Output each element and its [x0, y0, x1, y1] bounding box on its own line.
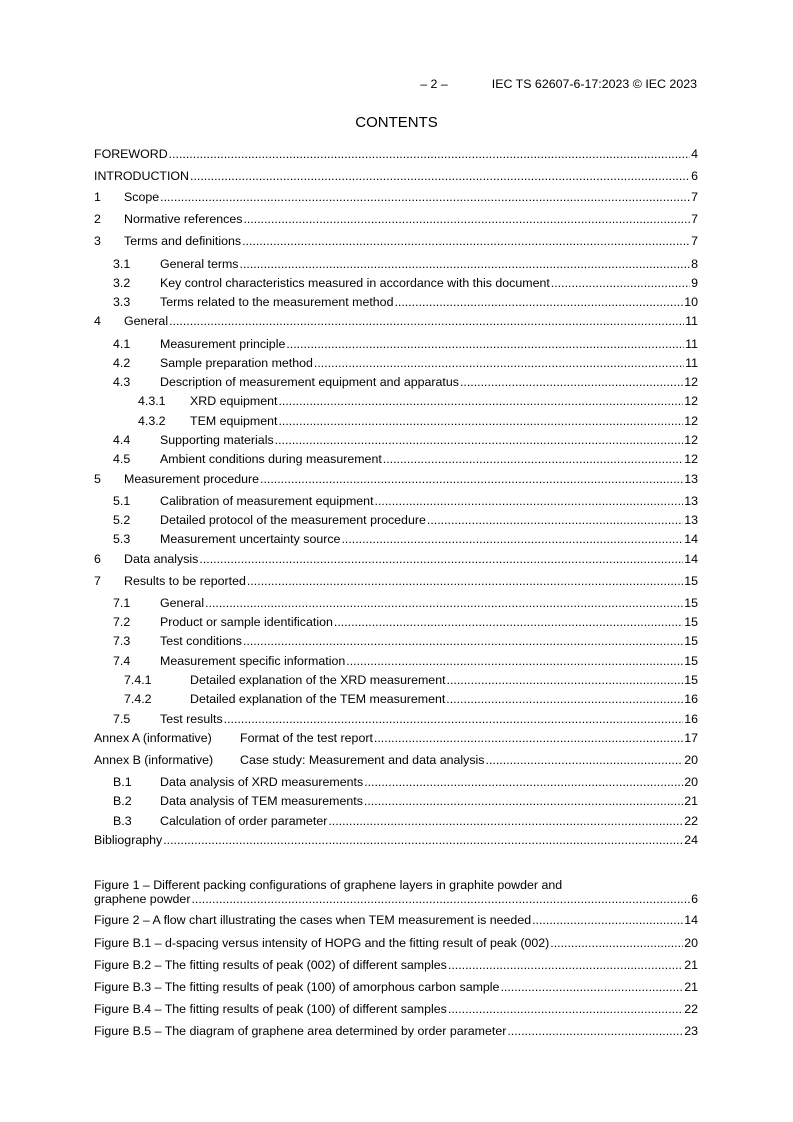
dot-leader — [448, 1001, 683, 1017]
toc-entry-5-3[interactable] — [94, 531, 698, 547]
entry-page-number: 20 — [684, 775, 698, 789]
toc-entry-5[interactable] — [94, 471, 698, 487]
figure-entry-b4[interactable] — [94, 1001, 698, 1017]
entry-page-number: 22 — [684, 1002, 698, 1016]
entry-page-number: 6 — [691, 169, 698, 183]
entry-title: Product or sample identification — [160, 615, 333, 629]
figure-entry-2[interactable] — [94, 912, 698, 928]
figure-entry-1-line2 — [94, 891, 698, 907]
dot-leader — [278, 393, 683, 409]
entry-title: Results to be reported — [124, 574, 246, 588]
entry-number: Annex A (informative) — [94, 731, 212, 745]
toc-entry-4-1[interactable] — [94, 336, 698, 352]
entry-page-number: 21 — [684, 794, 698, 808]
entry-title: General — [160, 596, 205, 610]
document-id: IEC TS 62607-6-17:2023 © IEC 2023 — [491, 77, 697, 91]
entry-title: Measurement procedure — [124, 472, 259, 486]
entry-page-number: 20 — [684, 936, 698, 950]
entry-number: 5.1 — [113, 494, 131, 508]
entry-title: Case study: Measurement and data analysis — [240, 753, 485, 767]
entry-title: Bibliography — [94, 833, 163, 847]
entry-page-number: 7 — [691, 234, 698, 248]
toc-entry-6[interactable] — [94, 551, 698, 567]
dot-leader — [341, 531, 683, 547]
toc-entry-b-1[interactable] — [94, 774, 698, 790]
entry-number: 4.1 — [113, 337, 131, 351]
toc-entry-b-3[interactable] — [94, 813, 698, 829]
dot-leader — [314, 355, 684, 371]
entry-number: Annex B (informative) — [94, 753, 214, 767]
entry-number: 2 — [94, 212, 101, 226]
entry-title: Normative references — [124, 212, 243, 226]
entry-title: Measurement specific information — [160, 654, 346, 668]
entry-number: 4.5 — [113, 452, 131, 466]
toc-entry-3[interactable] — [94, 233, 698, 249]
dot-leader — [507, 1023, 683, 1039]
dot-leader — [243, 211, 690, 227]
entry-page-number: 7 — [691, 190, 698, 204]
entry-number: 7 — [94, 574, 101, 588]
dot-leader — [243, 633, 683, 649]
entry-number: 5.2 — [113, 513, 131, 527]
toc-entry-4-3-2[interactable] — [94, 413, 698, 429]
entry-page-number: 14 — [684, 913, 698, 927]
entry-page-number: 16 — [684, 712, 698, 726]
toc-entry-4-3-1[interactable] — [94, 393, 698, 409]
entry-title: Calibration of measurement equipment — [160, 494, 374, 508]
dot-leader — [447, 672, 684, 688]
entry-page-number: 16 — [684, 692, 698, 706]
entry-title: Calculation of order parameter — [160, 814, 328, 828]
entry-number: 7.4 — [113, 654, 131, 668]
entry-number: 7.5 — [113, 712, 131, 726]
dot-leader — [427, 512, 683, 528]
toc-entry-4-3[interactable] — [94, 374, 698, 390]
toc-entry-5-1[interactable] — [94, 493, 698, 509]
entry-title: Figure B.1 – d-spacing versus intensity of HOPG and the fitting result of peak (002) — [94, 936, 550, 950]
dot-leader — [364, 774, 683, 790]
toc-entry-4-5[interactable] — [94, 451, 698, 467]
dot-leader — [448, 957, 683, 973]
toc-entry-7-5[interactable] — [94, 711, 698, 727]
entry-page-number: 20 — [684, 753, 698, 767]
toc-entry-2[interactable] — [94, 211, 698, 227]
dot-leader — [460, 374, 683, 390]
entry-page-number: 17 — [684, 731, 698, 745]
entry-page-number: 15 — [684, 634, 698, 648]
toc-entry-7-4-1[interactable] — [94, 672, 698, 688]
dot-leader — [500, 979, 683, 995]
entry-number: 7.1 — [113, 596, 131, 610]
entry-title: Test conditions — [160, 634, 242, 648]
toc-entry-1[interactable] — [94, 189, 698, 205]
entry-title: Measurement principle — [160, 337, 286, 351]
dot-leader — [260, 471, 683, 487]
entry-title: General — [124, 314, 169, 328]
toc-entry-4-2[interactable] — [94, 355, 698, 371]
dot-leader — [190, 168, 690, 184]
figure-entry-b3[interactable] — [94, 979, 698, 995]
dot-leader — [375, 493, 684, 509]
entry-page-number: 12 — [684, 375, 698, 389]
dot-leader — [247, 573, 683, 589]
entry-title: INTRODUCTION — [94, 169, 189, 183]
entry-title: Test results — [160, 712, 223, 726]
dot-leader — [163, 832, 683, 848]
toc-entry-7-2[interactable] — [94, 614, 698, 630]
dot-leader — [224, 711, 684, 727]
entry-number: B.1 — [113, 775, 132, 789]
toc-entry-7-4-2[interactable] — [94, 691, 698, 707]
entry-title: Data analysis — [124, 552, 199, 566]
dot-leader — [532, 912, 683, 928]
entry-title: FOREWORD — [94, 147, 168, 161]
entry-number: 7.3 — [113, 634, 131, 648]
entry-number: 4 — [94, 314, 101, 328]
entry-page-number: 7 — [691, 212, 698, 226]
page-title: CONTENTS — [355, 114, 438, 131]
entry-title: Supporting materials — [160, 433, 274, 447]
entry-page-number: 14 — [684, 552, 698, 566]
entry-title: TEM equipment — [190, 414, 278, 428]
toc-entry-3-3[interactable] — [94, 294, 698, 310]
entry-page-number: 4 — [691, 147, 698, 161]
entry-number: B.3 — [113, 814, 132, 828]
dot-leader — [240, 256, 691, 272]
toc-entry-b-2[interactable] — [94, 793, 698, 809]
dot-leader — [286, 336, 684, 352]
dot-leader — [364, 793, 683, 809]
entry-page-number: 12 — [684, 433, 698, 447]
figure-entry-b5[interactable] — [94, 1023, 698, 1039]
dot-leader — [328, 813, 683, 829]
dot-leader — [242, 233, 690, 249]
entry-page-number: 22 — [684, 814, 698, 828]
entry-number: 7.2 — [113, 615, 131, 629]
dot-leader — [383, 451, 683, 467]
dot-leader — [446, 691, 683, 707]
entry-number: B.2 — [113, 794, 132, 808]
entry-title: Data analysis of TEM measurements — [160, 794, 363, 808]
dot-leader — [199, 551, 683, 567]
figure-entry-b2[interactable] — [94, 957, 698, 973]
entry-number: 3.3 — [113, 295, 131, 309]
toc-entry-5-2[interactable] — [94, 512, 698, 528]
entry-page-number: 11 — [685, 314, 698, 328]
entry-page-number: 12 — [684, 414, 698, 428]
entry-number: 3.1 — [113, 257, 131, 271]
toc-entry-3-2[interactable] — [94, 275, 698, 291]
dot-leader — [334, 614, 683, 630]
entry-page-number: 11 — [685, 337, 698, 351]
entry-title: General terms — [160, 257, 239, 271]
entry-title: graphene powder — [94, 892, 191, 906]
entry-title: Terms and definitions — [124, 234, 242, 248]
entry-number: 4.3.2 — [138, 414, 166, 428]
entry-title: Sample preparation method — [160, 356, 313, 370]
entry-number: 4.3.1 — [138, 394, 166, 408]
entry-page-number: 15 — [684, 654, 698, 668]
toc-entry-7[interactable] — [94, 573, 698, 589]
entry-title: Figure B.2 – The fitting results of peak (002) of different samples — [94, 958, 447, 972]
toc-entry-introduction[interactable] — [94, 168, 698, 184]
entry-title: Figure B.3 – The fitting results of peak (100) of amorphous carbon sample — [94, 980, 500, 994]
toc-entry-4-4[interactable] — [94, 432, 698, 448]
entry-title: Data analysis of XRD measurements — [160, 775, 364, 789]
dot-leader — [278, 413, 683, 429]
entry-page-number: 10 — [684, 295, 698, 309]
entry-title: Format of the test report — [240, 731, 373, 745]
entry-number: 7.4.1 — [124, 673, 152, 687]
entry-title: XRD equipment — [190, 394, 278, 408]
entry-title: Figure B.5 – The diagram of graphene area determined by order parameter — [94, 1024, 507, 1038]
dot-leader — [551, 275, 690, 291]
figure-entry-1[interactable] — [94, 877, 698, 909]
dot-leader — [486, 752, 684, 768]
entry-title: Figure B.4 – The fitting results of peak (100) of different samples — [94, 1002, 447, 1016]
entry-title: Detailed explanation of the TEM measurement — [190, 692, 446, 706]
entry-page-number: 9 — [691, 276, 698, 290]
dot-leader — [169, 146, 690, 162]
toc-entry-7-3[interactable] — [94, 633, 698, 649]
entry-page-number: 15 — [684, 596, 698, 610]
entry-page-number: 23 — [684, 1024, 698, 1038]
entry-page-number: 15 — [684, 673, 698, 687]
toc-entry-foreword[interactable] — [94, 146, 698, 162]
entry-page-number: 21 — [684, 958, 698, 972]
entry-number: 6 — [94, 552, 101, 566]
dot-leader — [550, 935, 683, 951]
entry-title: Detailed protocol of the measurement procedure — [160, 513, 426, 527]
entry-page-number: 13 — [684, 494, 698, 508]
entry-title: Measurement uncertainty source — [160, 532, 341, 546]
toc-entry-bibliography[interactable] — [94, 832, 698, 848]
entry-number: 4.2 — [113, 356, 131, 370]
toc-entry-7-1[interactable] — [94, 595, 698, 611]
dot-leader — [346, 653, 683, 669]
entry-title: Scope — [124, 190, 160, 204]
toc-entry-annex-a[interactable] — [94, 730, 698, 746]
dot-leader — [191, 891, 690, 907]
entry-page-number: 21 — [684, 980, 698, 994]
entry-page-number: 12 — [684, 394, 698, 408]
page-number: – 2 – — [420, 77, 448, 91]
entry-page-number: 13 — [684, 513, 698, 527]
entry-number: 7.4.2 — [124, 692, 152, 706]
entry-number: 4.4 — [113, 433, 131, 447]
entry-title: Terms related to the measurement method — [160, 295, 394, 309]
entry-page-number: 11 — [685, 356, 698, 370]
entry-page-number: 24 — [684, 833, 698, 847]
dot-leader — [160, 189, 690, 205]
entry-page-number: 6 — [691, 892, 698, 906]
entry-page-number: 12 — [684, 452, 698, 466]
entry-number: 5 — [94, 472, 101, 486]
figure-entry-1-line1: Figure 1 – Different packing configurations of graphene layers in graphite powder and — [94, 878, 563, 892]
entry-title: Key control characteristics measured in accordance with this document — [160, 276, 550, 290]
toc-entry-7-4[interactable] — [94, 653, 698, 669]
toc-entry-3-1[interactable] — [94, 256, 698, 272]
entry-number: 5.3 — [113, 532, 131, 546]
entry-number: 3.2 — [113, 276, 131, 290]
entry-title: Description of measurement equipment and apparatus — [160, 375, 459, 389]
entry-page-number: 14 — [684, 532, 698, 546]
entry-page-number: 15 — [684, 574, 698, 588]
dot-leader — [205, 595, 683, 611]
toc-entry-annex-b[interactable] — [94, 752, 698, 768]
entry-number: 3 — [94, 234, 101, 248]
entry-page-number: 13 — [684, 472, 698, 486]
page-header — [0, 77, 697, 91]
entry-title: Figure 2 – A flow chart illustrating the cases when TEM measurement is needed — [94, 913, 532, 927]
entry-page-number: 15 — [684, 615, 698, 629]
toc-entry-4[interactable] — [94, 313, 698, 329]
dot-leader — [169, 313, 684, 329]
dot-leader — [275, 432, 684, 448]
entry-number: 4.3 — [113, 375, 131, 389]
entry-title: Ambient conditions during measurement — [160, 452, 382, 466]
entry-page-number: 8 — [691, 257, 698, 271]
entry-title: Detailed explanation of the XRD measurement — [190, 673, 446, 687]
entry-number: 1 — [94, 190, 101, 204]
dot-leader — [374, 730, 683, 746]
figure-entry-b1[interactable] — [94, 935, 698, 951]
dot-leader — [394, 294, 683, 310]
